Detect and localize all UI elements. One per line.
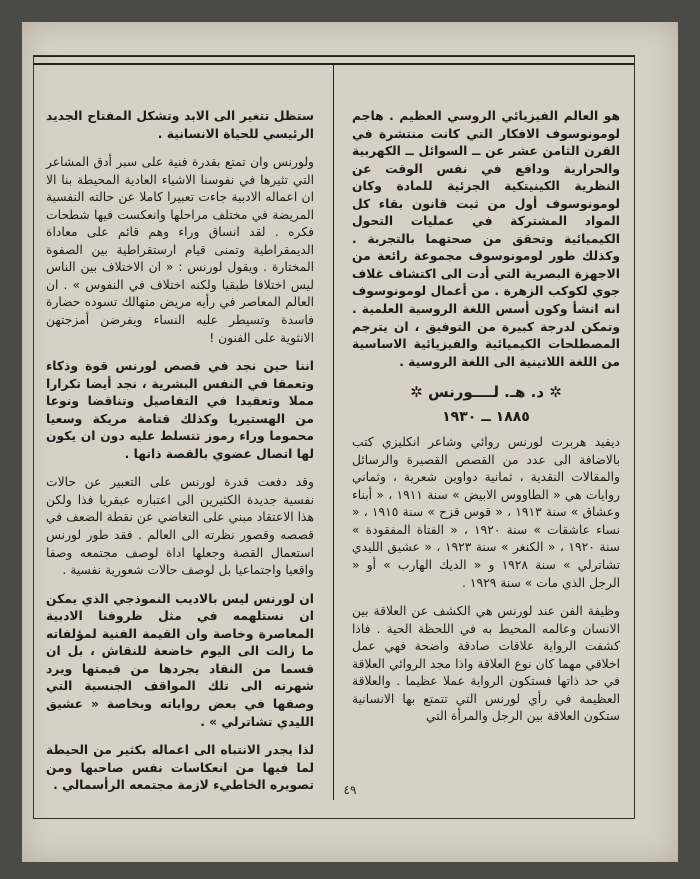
- critique-paragraph: اننا حين نجد في قصص لورنس قوة وذكاء وتعمقا في النفس البشرية ، نجد أيضا تكرارا مملا وتعقيدا في التفاصيل وتناقضا ونوعا من الهستيريا وكذلك قتامة مريكة وسعيا محموما وراء رموز تتسلط عليه دون ان يكون لها اتصال عضوي بالقصة ذاتها .: [46, 359, 314, 461]
- genius-paragraph: وقد دفعت قدرة لورنس على التعبير عن حالات نفسية جديدة الكثيرين الى اعتباره عبقريا فذا ولكن هذا الاعتقاد مبني على التغاضي عن نقطة الضعف في قصصه وقصور نظرته الى العالم . فقد طور لورنس استعمال القصة وجعلها اداة لوصف مجتمعه وصفا واقعيا واجتماعيا بل لوصف حالات شعورية نفسية .: [46, 475, 314, 578]
- psychology-paragraph: ولورنس وان تمتع بقدرة فنية على سبر أدق المشاعر التي تثيرها في نفوسنا الاشياء العادية المحيطة بنا الا ان اعماله الادبية جاءت تعبيرا كاملا عن حالته النفسية المريضة في مختلف مراحلها وانعكست فيها شطحات فكره . لقد انساق وراء وهم قائم على معاداة الديمقراطية وتمنى قيام ارستقراطية بين الصفوة المختارة . ويقول لورنس : « ان الاختلاف بين الناس ليس اختلافا طبقيا ولكنه اختلاف في النفوس » . ان العالم المعاصر في رأيه مريض متهالك تسوده حضارة فاسدة وتسيطر عليه النساء ويفرضن أمزجتهن الانثوية على الفنون !: [46, 155, 314, 345]
- column-divider: [333, 65, 334, 800]
- left-column: [46, 108, 314, 806]
- art-function-paragraph: وظيفة الفن عند لورنس هي الكشف عن العلاقة بين الانسان وعالمه المحيط به في اللحظة الحية . فاذا كشفت الرواية علاقات صادقة واضحة فهي عمل اخلاقي مهما كان نوع العلاقة واذا مجد الروائي العلاقة في حد ذاتها فستكون الرواية عملا عظيما . والعلاقة العظيمة في رأي لورنس التي تتمتع بها الانسانية ستكون العلاقة بين الرجل والمرأة التي: [352, 604, 620, 724]
- conclusion-paragraph: لذا يجدر الانتباه الى اعماله بكثير من الحيطة لما فيها من انعكاسات نفس صاحبها ومن تصويره الخاطيء لازمة مجتمعه الرأسمالي .: [46, 743, 314, 793]
- page-number: ٤٩: [343, 783, 357, 797]
- lomonosov-paragraph: هو العالم الفيزيائي الروسي العظيم . هاجم لومونوسوف الافكار التي كانت منتشرة في القرن الثامن عشر عن ــ السوائل ــ الكهربية والحرارية ودافع في نفس الوقت عن النظرية الكينيتكية الجزئية للمادة وكان لومونوسوف أول من ثبت قانون بقاء كل المواد المشتركة في عمليات التحول الكيميائية وتحقق من صحتهما بالتجربة . وكذلك طور لومونوسوف مجموعة رائعة من الاجهزة البصرية التي أدت الى اكتشاف غلاف جوي لكوكب الزهرة . من أعمال لومونوسوف انه انشأ وكون أسس اللغة الروسية العلمية . وتمكن لدرجة كبيرة من التوفيق ، ان يترجم المصطلحات الكيميائية والفيزيائية الاساسية من اللغة اللاتينية الى اللغة الروسية .: [352, 109, 620, 369]
- lawrence-bio-paragraph: ديفيد هربرت لورنس روائي وشاعر انكليزي كتب بالاضافة الى عدد من القصص القصيرة والرسائل والمقالات النقدية ، ثمانية دواوين شعرية ، وثماني روايات هي « الطاووس الابيض » سنة ١٩١١ ، « أبناء وعشاق » سنة ١٩١٣ ، « قوس قزح » سنة ١٩١٥ ، « نساء عاشقات » سنة ١٩٢٠ ، « الفتاة المفقودة » سنة ١٩٢٠ ، « الكنغر » سنة ١٩٢٣ ، « عشيق الليدي تشاترلي » سنة ١٩٢٨ و « الديك الهارب » أو « الرجل الذي مات » سنة ١٩٢٩ .: [352, 435, 621, 590]
- section-heading-lawrence: ✲ د. هـ. لــــورنس ✲: [410, 383, 562, 402]
- right-column: [352, 108, 620, 737]
- continuation-paragraph: ستظل تتغير الى الابد وتشكل المفتاح الجديد الرئيسي للحياة الانسانية .: [46, 109, 314, 141]
- model-writer-paragraph: ان لورنس ليس بالاديب النموذجي الذي يمكن ان نستلهمه في مثل ظروفنا الادبية المعاصرة وخاصة وان القيمة الفنية لمؤلفاته ما زالت الى اليوم خاضعة للنقاش ، بل ان قسما من النقاد يجردها من قيمتها ويرد شهرته الى تلك المواقف الجنسية التي وصفها في بعض رواياته وبخاصة « عشيق الليدي تشاترلي » .: [46, 591, 314, 729]
- lawrence-years: ١٨٨٥ ــ ١٩٣٠: [442, 409, 530, 426]
